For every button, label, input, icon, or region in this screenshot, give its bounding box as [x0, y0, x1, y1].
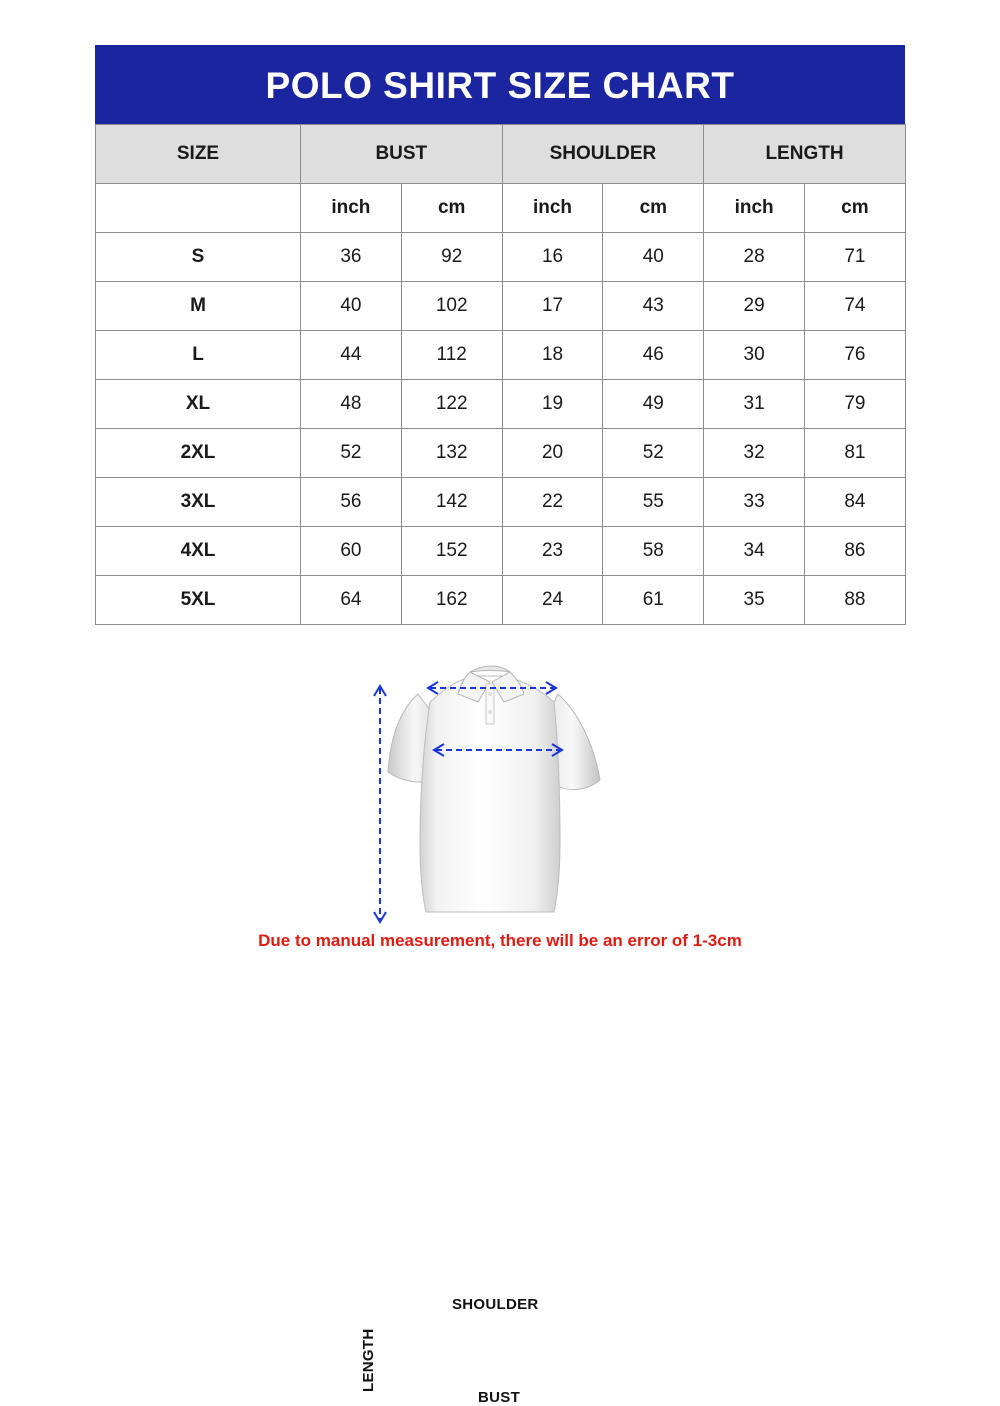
shirt-button: [488, 710, 492, 714]
table-body: [96, 184, 906, 625]
cell-length-cm: 81: [805, 429, 906, 478]
cell-shoulder-inch: 17: [502, 282, 603, 331]
cell-shoulder-cm: 52: [603, 429, 704, 478]
cell-shoulder-cm: 43: [603, 282, 704, 331]
cell-shoulder-cm: 58: [603, 527, 704, 576]
column-header-size: SIZE: [96, 125, 301, 184]
unit-cell-bust-cm: cm: [401, 184, 502, 233]
cell-bust-cm: 132: [401, 429, 502, 478]
cell-bust-inch: 36: [301, 233, 402, 282]
table-header: [96, 125, 906, 184]
cell-shoulder-cm: 55: [603, 478, 704, 527]
cell-length-cm: 76: [805, 331, 906, 380]
shoulder-measure-label: SHOULDER: [452, 1296, 539, 1313]
cell-size: 4XL: [96, 527, 301, 576]
cell-size: XL: [96, 380, 301, 429]
cell-bust-inch: 60: [301, 527, 402, 576]
cell-shoulder-cm: 40: [603, 233, 704, 282]
cell-length-cm: 86: [805, 527, 906, 576]
cell-shoulder-cm: 49: [603, 380, 704, 429]
shirt-neck-opening: [470, 666, 510, 672]
measurement-disclaimer: Due to manual measurement, there will be an error of 1-3cm: [258, 931, 742, 950]
table-row: [96, 429, 906, 478]
cell-shoulder-inch: 23: [502, 527, 603, 576]
unit-cell-length-cm: cm: [805, 184, 906, 233]
cell-size: M: [96, 282, 301, 331]
cell-shoulder-cm: 46: [603, 331, 704, 380]
cell-bust-inch: 40: [301, 282, 402, 331]
cell-bust-inch: 48: [301, 380, 402, 429]
cell-bust-cm: 112: [401, 331, 502, 380]
cell-length-inch: 35: [704, 576, 805, 625]
cell-bust-cm: 122: [401, 380, 502, 429]
cell-length-inch: 30: [704, 331, 805, 380]
cell-shoulder-inch: 19: [502, 380, 603, 429]
length-measure-arrow: [374, 686, 386, 922]
table-row: [96, 380, 906, 429]
table-row: [96, 282, 906, 331]
bust-measure-label: BUST: [478, 1389, 521, 1406]
cell-length-cm: 74: [805, 282, 906, 331]
cell-size: 5XL: [96, 576, 301, 625]
cell-length-inch: 33: [704, 478, 805, 527]
cell-length-cm: 79: [805, 380, 906, 429]
cell-size: 2XL: [96, 429, 301, 478]
cell-bust-inch: 64: [301, 576, 402, 625]
cell-bust-inch: 56: [301, 478, 402, 527]
cell-size: 3XL: [96, 478, 301, 527]
shirt-button: [488, 692, 492, 696]
table-row: [96, 233, 906, 282]
table-row: [96, 527, 906, 576]
size-chart-table: [95, 124, 906, 625]
cell-bust-cm: 142: [401, 478, 502, 527]
table-row: [96, 478, 906, 527]
column-header-bust: BUST: [301, 125, 503, 184]
unit-row: [96, 184, 906, 233]
cell-bust-inch: 52: [301, 429, 402, 478]
cell-shoulder-inch: 22: [502, 478, 603, 527]
polo-shirt-illustration: [358, 632, 648, 932]
table-row: [96, 331, 906, 380]
cell-shoulder-inch: 16: [502, 233, 603, 282]
cell-length-inch: 31: [704, 380, 805, 429]
cell-shoulder-inch: 18: [502, 331, 603, 380]
cell-size: S: [96, 233, 301, 282]
cell-length-inch: 32: [704, 429, 805, 478]
unit-cell-blank: [96, 184, 301, 233]
unit-cell-shoulder-cm: cm: [603, 184, 704, 233]
unit-cell-bust-inch: inch: [301, 184, 402, 233]
group-header-row: [96, 125, 906, 184]
column-header-shoulder: SHOULDER: [502, 125, 704, 184]
cell-bust-inch: 44: [301, 331, 402, 380]
shirt-placket: [486, 684, 494, 724]
cell-shoulder-inch: 24: [502, 576, 603, 625]
cell-bust-cm: 162: [401, 576, 502, 625]
cell-bust-cm: 152: [401, 527, 502, 576]
cell-size: L: [96, 331, 301, 380]
cell-shoulder-inch: 20: [502, 429, 603, 478]
cell-length-inch: 28: [704, 233, 805, 282]
cell-length-inch: 34: [704, 527, 805, 576]
cell-length-cm: 84: [805, 478, 906, 527]
cell-shoulder-cm: 61: [603, 576, 704, 625]
unit-cell-shoulder-inch: inch: [502, 184, 603, 233]
length-measure-label: LENGTH: [360, 1328, 377, 1392]
table-row: [96, 576, 906, 625]
measurement-diagram: [0, 632, 1000, 1406]
size-chart: [95, 45, 905, 625]
unit-cell-length-inch: inch: [704, 184, 805, 233]
cell-bust-cm: 92: [401, 233, 502, 282]
cell-bust-cm: 102: [401, 282, 502, 331]
cell-length-inch: 29: [704, 282, 805, 331]
cell-length-cm: 71: [805, 233, 906, 282]
column-header-length: LENGTH: [704, 125, 906, 184]
chart-title: POLO SHIRT SIZE CHART: [95, 45, 905, 124]
cell-length-cm: 88: [805, 576, 906, 625]
